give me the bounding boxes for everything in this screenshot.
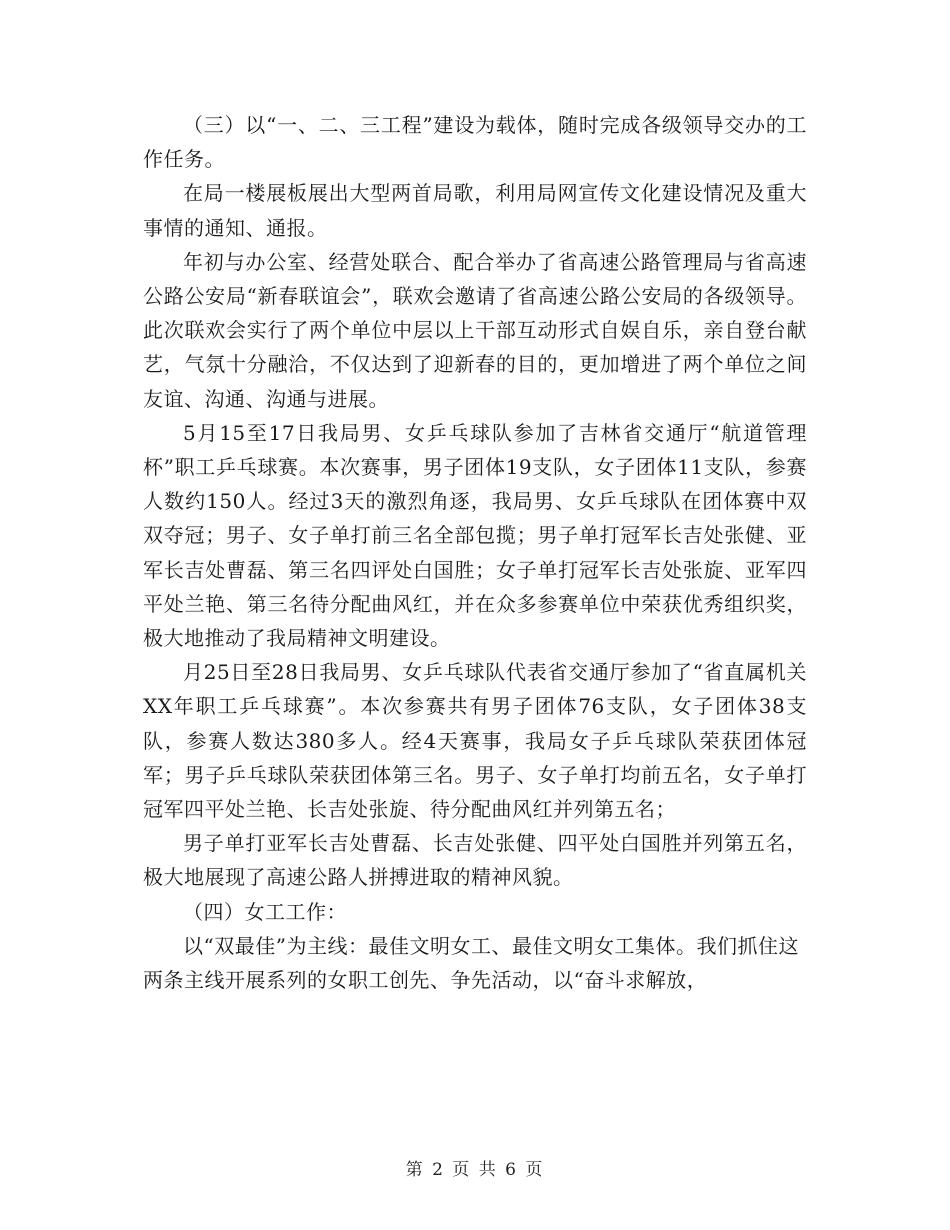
- paragraph-display-board: 在局一楼展板展出大型两首局歌，利用局网宣传文化建设情况及重大事情的通知、通报。: [143, 181, 807, 240]
- paragraph-men-singles: 男子单打亚军长吉处曹磊、长吉处张健、四平处白国胜并列第五名，极大地展现了高速公路人拼搏进取的精神风貌。: [143, 831, 807, 890]
- paragraph-table-tennis-provincial: 月25日至28日我局男、女乒乓球队代表省交通厅参加了“省直属机关XX年职工乒乓球赛”。本次参赛共有男子团体76支队，女子团体38支队，参赛人数达380多人。经4天赛事，我局女子乒乓球队荣获团体冠军；男子乒乓球队荣获团体第三名。男子、女子单打均前五名，女子单打冠军四平处兰艳、长吉处张旋、待分配曲风红并列第五名；: [143, 660, 807, 822]
- paragraph-section-three: （三）以“一、二、三工程”建设为载体，随时完成各级领导交办的工作任务。: [143, 113, 807, 172]
- page-number-footer: 第 2 页 共 6 页: [405, 1160, 545, 1180]
- paragraph-double-best: 以“双最佳”为主线：最佳文明女工、最佳文明女工集体。我们抓住这两条主线开展系列的女职工创先、争先活动，以“奋斗求解放，: [143, 933, 799, 993]
- section-heading-women-work: （四）女工工作：: [183, 899, 347, 924]
- document-body: [143, 108, 807, 997]
- paragraph-spring-gala: 年初与办公室、经营处联合、配合举办了省高速公路管理局与省高速公路公安局“新春联谊会”，联欢会邀请了省高速公路公安局的各级领导。此次联欢会实行了两个单位中层以上干部互动形式自娱自乐，亲自登台献艺，气氛十分融洽，不仅达到了迎新春的目的，更加增进了两个单位之间友谊、沟通、沟通与进展。: [143, 249, 807, 411]
- paragraph-table-tennis-may: 5月15至17日我局男、女乒乓球队参加了吉林省交通厅“航道管理杯”职工乒乓球赛。本次赛事，男子团体19支队，女子团体11支队，参赛人数约150人。经过3天的激烈角逐，我局男、女乒乓球队在团体赛中双双夺冠；男子、女子单打前三名全部包揽；男子单打冠军长吉处张健、亚军长吉处曹磊、第三名四评处白国胜；女子单打冠军长吉处张旋、亚军四平处兰艳、第三名待分配曲风红，并在众多参赛单位中荣获优秀组织奖，极大地推动了我局精神文明建设。: [143, 420, 807, 651]
